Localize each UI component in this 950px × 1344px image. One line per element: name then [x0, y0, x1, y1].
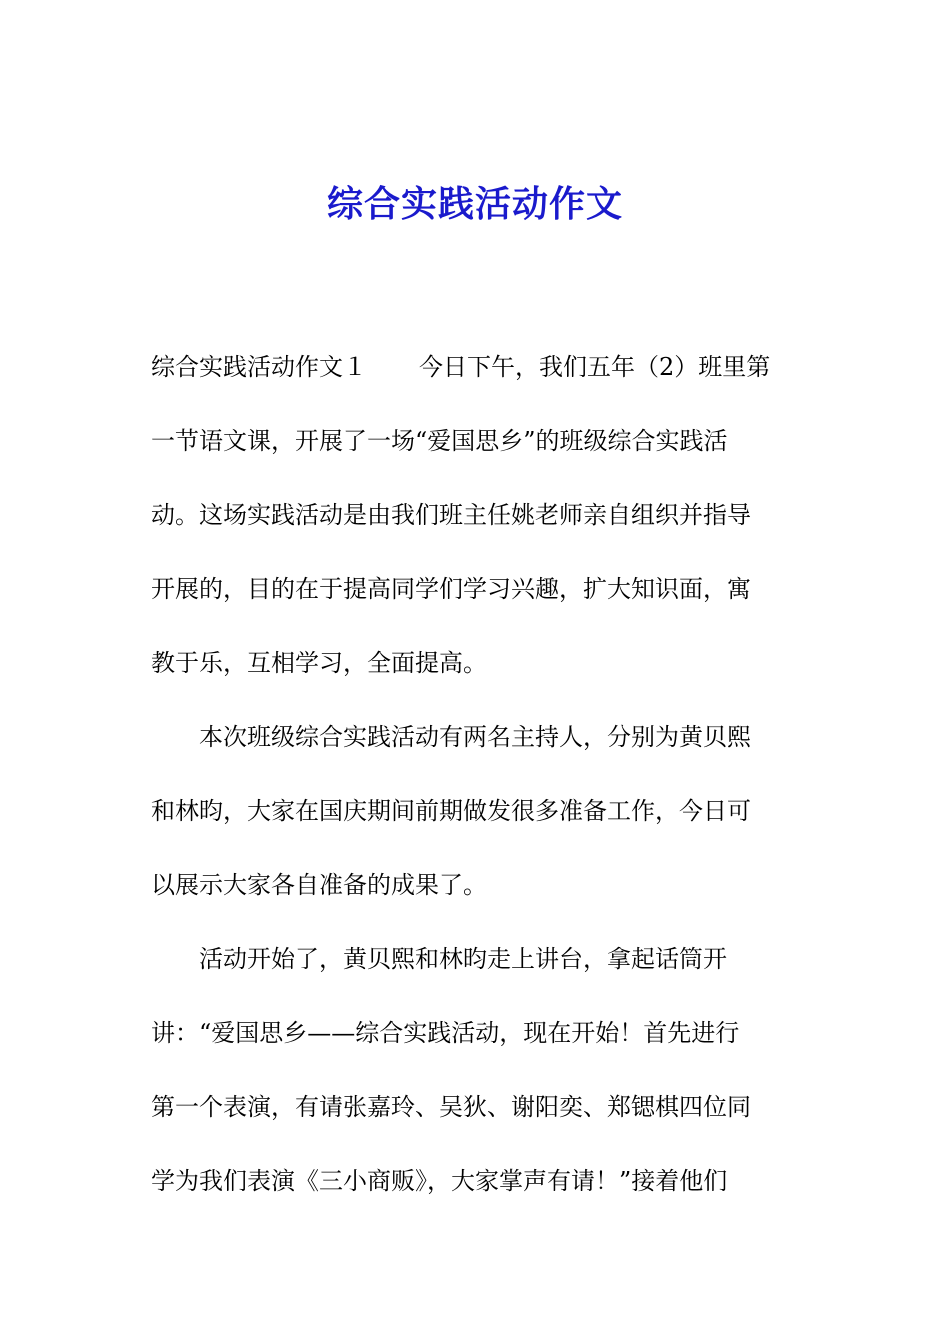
paragraph-3 — [151, 922, 797, 1218]
section-heading: 综合实践活动作文１ — [151, 353, 367, 381]
text-line: 讲：“爱国思乡——综合实践活动，现在开始！首先进行 — [151, 1019, 740, 1047]
text-line: 活动开始了，黄贝熙和林昀走上讲台，拿起话筒开 — [151, 945, 727, 973]
text-line: 和林昀，大家在国庆期间前期做发很多准备工作，今日可 — [151, 797, 751, 825]
document-body — [151, 330, 797, 1218]
document-title: 综合实践活动作文 — [326, 183, 623, 225]
text-line-content: 今日下午，我们五年（2）班里第 — [419, 353, 771, 381]
text-line: 第一个表演，有请张嘉玲、吴狄、谢阳奕、郑锶棋四位同 — [151, 1093, 751, 1121]
text-line: 教于乐，互相学习，全面提高。 — [151, 649, 487, 677]
text-line: 本次班级综合实践活动有两名主持人，分别为黄贝熙 — [151, 723, 751, 751]
text-line: 以展示大家各自准备的成果了。 — [151, 871, 487, 899]
text-line: 动。这场实践活动是由我们班主任姚老师亲自组织并指导 — [151, 501, 751, 529]
paragraph-1 — [151, 330, 797, 700]
text-line: 开展的，目的在于提高同学们学习兴趣，扩大知识面，寓 — [151, 575, 751, 603]
text-line — [151, 330, 797, 404]
text-line: 一节语文课，开展了一场“爱国思乡”的班级综合实践活 — [151, 427, 728, 455]
paragraph-2 — [151, 700, 797, 922]
text-line: 学为我们表演《三小商贩》，大家掌声有请！”接着他们 — [151, 1167, 728, 1195]
